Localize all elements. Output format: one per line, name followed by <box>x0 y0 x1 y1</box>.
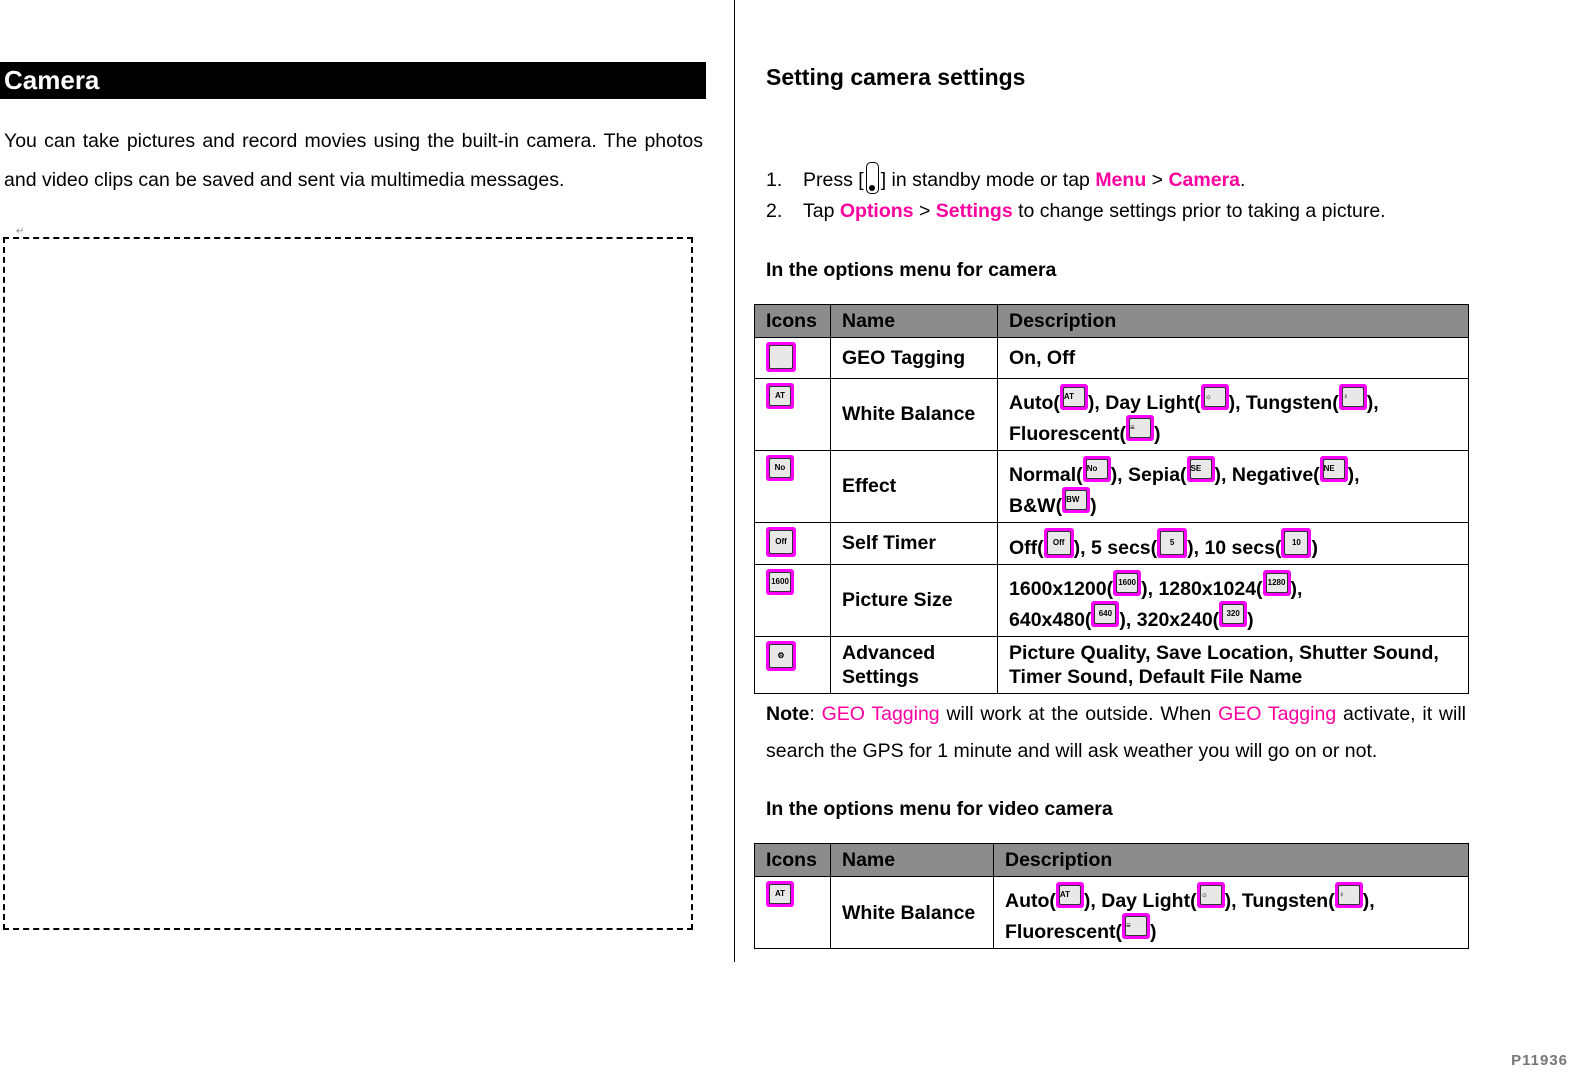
camera-link: Camera <box>1168 169 1241 191</box>
table-header-row <box>755 844 1469 877</box>
timer-5s-icon: 5 <box>1157 528 1187 558</box>
timer-10s-icon: 10 <box>1281 528 1311 558</box>
video-options-table <box>754 843 1469 949</box>
settings-heading: Setting camera settings <box>766 64 1026 90</box>
timer-off-icon: Off <box>1044 528 1074 558</box>
wb-tungsten-icon: ♀ <box>1335 882 1363 908</box>
table-row: 1600 Picture Size 1600x1200( 1600 ), 1280x1024( 1280 ), 640x480( 640 ), 320x240( 320 ) <box>755 565 1469 637</box>
header-name: Name <box>831 844 994 877</box>
step-2-number: 2. <box>766 200 783 222</box>
geo-tagging-icon <box>766 342 796 372</box>
table-row: AT White Balance Auto( AT ), Day Light( ☼ ), Tungsten( ♀ ), Fluorescent( ≡ ) <box>755 877 1469 949</box>
table-row: ⚙ Advanced Settings Picture Quality, Save Location, Shutter Sound, Timer Sound, Default File Name <box>755 637 1469 694</box>
size-1600-icon: 1600 <box>1113 570 1141 596</box>
self-timer-icon: Off <box>766 527 796 557</box>
effect-normal-icon: No <box>1083 456 1111 482</box>
picture-size-icon: 1600 <box>766 569 794 595</box>
white-balance-icon: AT <box>766 383 794 409</box>
step-1-number: 1. <box>766 169 783 191</box>
size-320-icon: 320 <box>1219 601 1247 627</box>
header-description: Description <box>994 844 1469 877</box>
effect-negative-icon: NE <box>1320 456 1348 482</box>
anchor-mark: ↵ <box>16 226 25 237</box>
options-link: Options <box>839 200 914 222</box>
wb-auto-icon: AT <box>1056 882 1084 908</box>
camera-options-table <box>754 304 1469 694</box>
size-1280-icon: 1280 <box>1263 570 1291 596</box>
wb-fluorescent-icon: ≡ <box>1122 913 1150 939</box>
wb-tungsten-icon: ♀ <box>1339 384 1367 410</box>
step-2: 2. Tap Options > Settings to change settings prior to taking a picture. <box>766 200 1386 222</box>
header-description: Description <box>998 305 1469 338</box>
effect-bw-icon: BW <box>1062 487 1090 513</box>
wb-daylight-icon: ☼ <box>1197 882 1225 908</box>
menu-link: Menu <box>1095 169 1147 191</box>
section-title: Camera <box>0 62 706 99</box>
table-row: AT White Balance Auto( AT ), Day Light( ☼ ), Tungsten( ♀ ), Fluorescent( ≡ ) <box>755 379 1469 451</box>
intro-paragraph: You can take pictures and record movies using the built-in camera. The photos and video clips can be saved and sent via multimedia messages. <box>4 130 703 191</box>
camera-table-heading: In the options menu for camera <box>766 259 1057 281</box>
camera-key-icon <box>866 162 879 194</box>
effect-icon: No <box>766 455 794 481</box>
wb-daylight-icon: ☼ <box>1201 384 1229 410</box>
settings-link: Settings <box>935 200 1013 222</box>
table-row: No Effect Normal( No ), Sepia( SE ), Negative( NE ), B&W( BW ) <box>755 451 1469 523</box>
column-divider <box>734 0 735 962</box>
table-row: Off Self Timer Off( Off ), 5 secs( 5 ), 10 secs( 10 ) <box>755 523 1469 565</box>
wb-fluorescent-icon: ≡ <box>1126 415 1154 441</box>
table-row: GEO Tagging On, Off <box>755 338 1469 379</box>
table-header-row <box>755 305 1469 338</box>
geo-tagging-note: Note: GEO Tagging will work at the outside. When GEO Tagging activate, it will search the GPS for 1 minute and will ask weather you will go on or not. <box>766 703 1466 762</box>
video-table-heading: In the options menu for video camera <box>766 798 1113 820</box>
wb-auto-icon: AT <box>1060 384 1088 410</box>
page-number: P11936 <box>1511 1052 1568 1069</box>
image-placeholder <box>3 237 693 930</box>
white-balance-icon: AT <box>766 881 794 907</box>
header-icons: Icons <box>755 844 831 877</box>
advanced-settings-icon: ⚙ <box>766 641 796 671</box>
header-icons: Icons <box>755 305 831 338</box>
effect-sepia-icon: SE <box>1187 456 1215 482</box>
size-640-icon: 640 <box>1091 601 1119 627</box>
header-name: Name <box>831 305 998 338</box>
step-1: 1. Press [ ] in standby mode or tap Menu > Camera. <box>766 162 1245 192</box>
